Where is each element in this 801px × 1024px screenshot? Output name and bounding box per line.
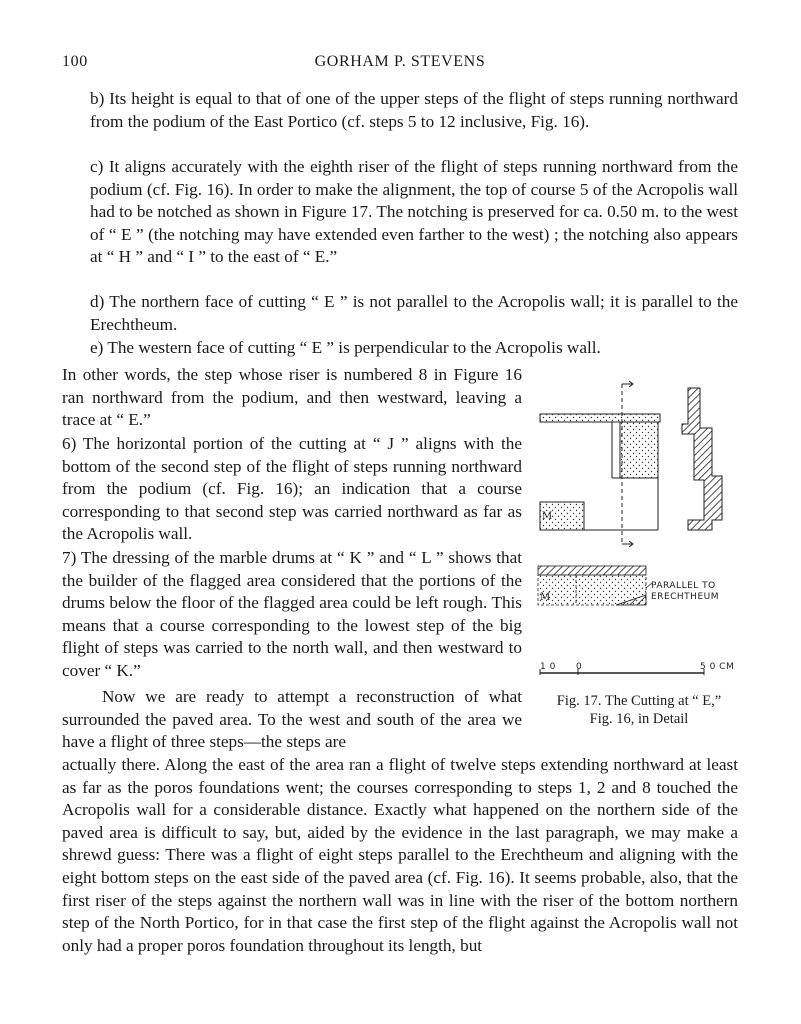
item-6: 6) The horizontal portion of the cutting at “ J ” aligns with the bottom of the second step of the flight of steps running northward from the podium (cf. Fig. 16); an indication that a course corresponding to that second step was carried northward as far as the Acropolis wall.	[62, 434, 522, 544]
item-e: e) The western face of cutting “ E ” is perpendicular to the Acropolis wall.	[90, 338, 601, 357]
para-reconstruction-continued: actually there. Along the east of the area ran a flight of twelve steps extending northward at least as far as the poros foundations went; the courses corresponding to steps 1, 2 and 8 touched the Acropolis wall for a considerable distance. Exactly what happened on the northern side of the paved area is difficult to say, but, aided by the evidence in the last paragraph, we may make a shrewd guess: There was a flight of eight steps parallel to the Erechtheum and aligning with the eight bottom steps on the east side of the paved area (cf. Fig. 16). It seems probable, also, that the first riser of the steps against the northern wall was in line with the riser of the bottom northern step of the North Portico, for in that case the first step of the flight against the Acropolis wall not only had a proper poros foundation throughout its length, but	[62, 755, 738, 955]
item-d: d) The northern face of cutting “ E ” is not parallel to the Acropolis wall; it is parallel to the Erechtheum.	[90, 292, 738, 334]
scale-bar	[540, 662, 734, 675]
item-b: b) Its height is equal to that of one of the upper steps of the flight of steps running northward from the podium of the East Portico (cf. steps 5 to 12 inclusive, Fig. 16).	[90, 89, 738, 131]
plan-label-m: M	[542, 511, 553, 522]
figure-17-drawing	[536, 380, 742, 690]
scale-label-50cm: 5 0 CM	[700, 662, 735, 672]
scale-label-0: 0	[576, 662, 583, 672]
para-other-words: In other words, the step whose riser is numbered 8 in Figure 16 ran northward from the podium, and then westward, leaving a trace at “ E.”	[62, 365, 522, 430]
section-label-m: M	[540, 592, 551, 603]
page-number: 100	[62, 53, 88, 70]
item-7: 7) The dressing of the marble drums at “ K ” and “ L ” shows that the builder of the flagged area considered that the portions of the drums below the floor of the flagged area could be left rough. This means that a course corresponding to the lowest step of the big flight of steps was carried to the north wall, and then westward to cover “ K.”	[62, 548, 522, 680]
label-parallel-to: PARALLEL TO	[651, 581, 716, 591]
caption-line-2: Fig. 16, in Detail	[589, 711, 689, 727]
plan-view	[540, 381, 722, 547]
para-reconstruction-start: Now we are ready to attempt a reconstruction of what surrounded the paved area. To the west and south of the area we have a flight of three steps—the steps are	[62, 687, 522, 752]
scale-label-10: 1 0	[540, 662, 556, 672]
section-view	[538, 566, 719, 605]
running-head-author: GORHAM P. STEVENS	[314, 53, 486, 70]
figure-caption	[536, 692, 742, 728]
figure-17	[536, 380, 742, 740]
caption-line-1: Fig. 17. The Cutting at “ E,”	[556, 693, 722, 709]
running-header	[62, 53, 738, 75]
item-c: c) It aligns accurately with the eighth riser of the flight of steps running northward from the podium (cf. Fig. 16). In order to make the alignment, the top of course 5 of the Acropolis wall had to be notched as shown in Figure 17. The notching is preserved for ca. 0.50 m. to the west of “ E ” (the notching may have extended even farther to the west) ; the notching also appears at “ H ” and “ I ” to the east of “ E.”	[90, 157, 738, 267]
label-erechtheum: ERECHTHEUM	[651, 592, 719, 602]
